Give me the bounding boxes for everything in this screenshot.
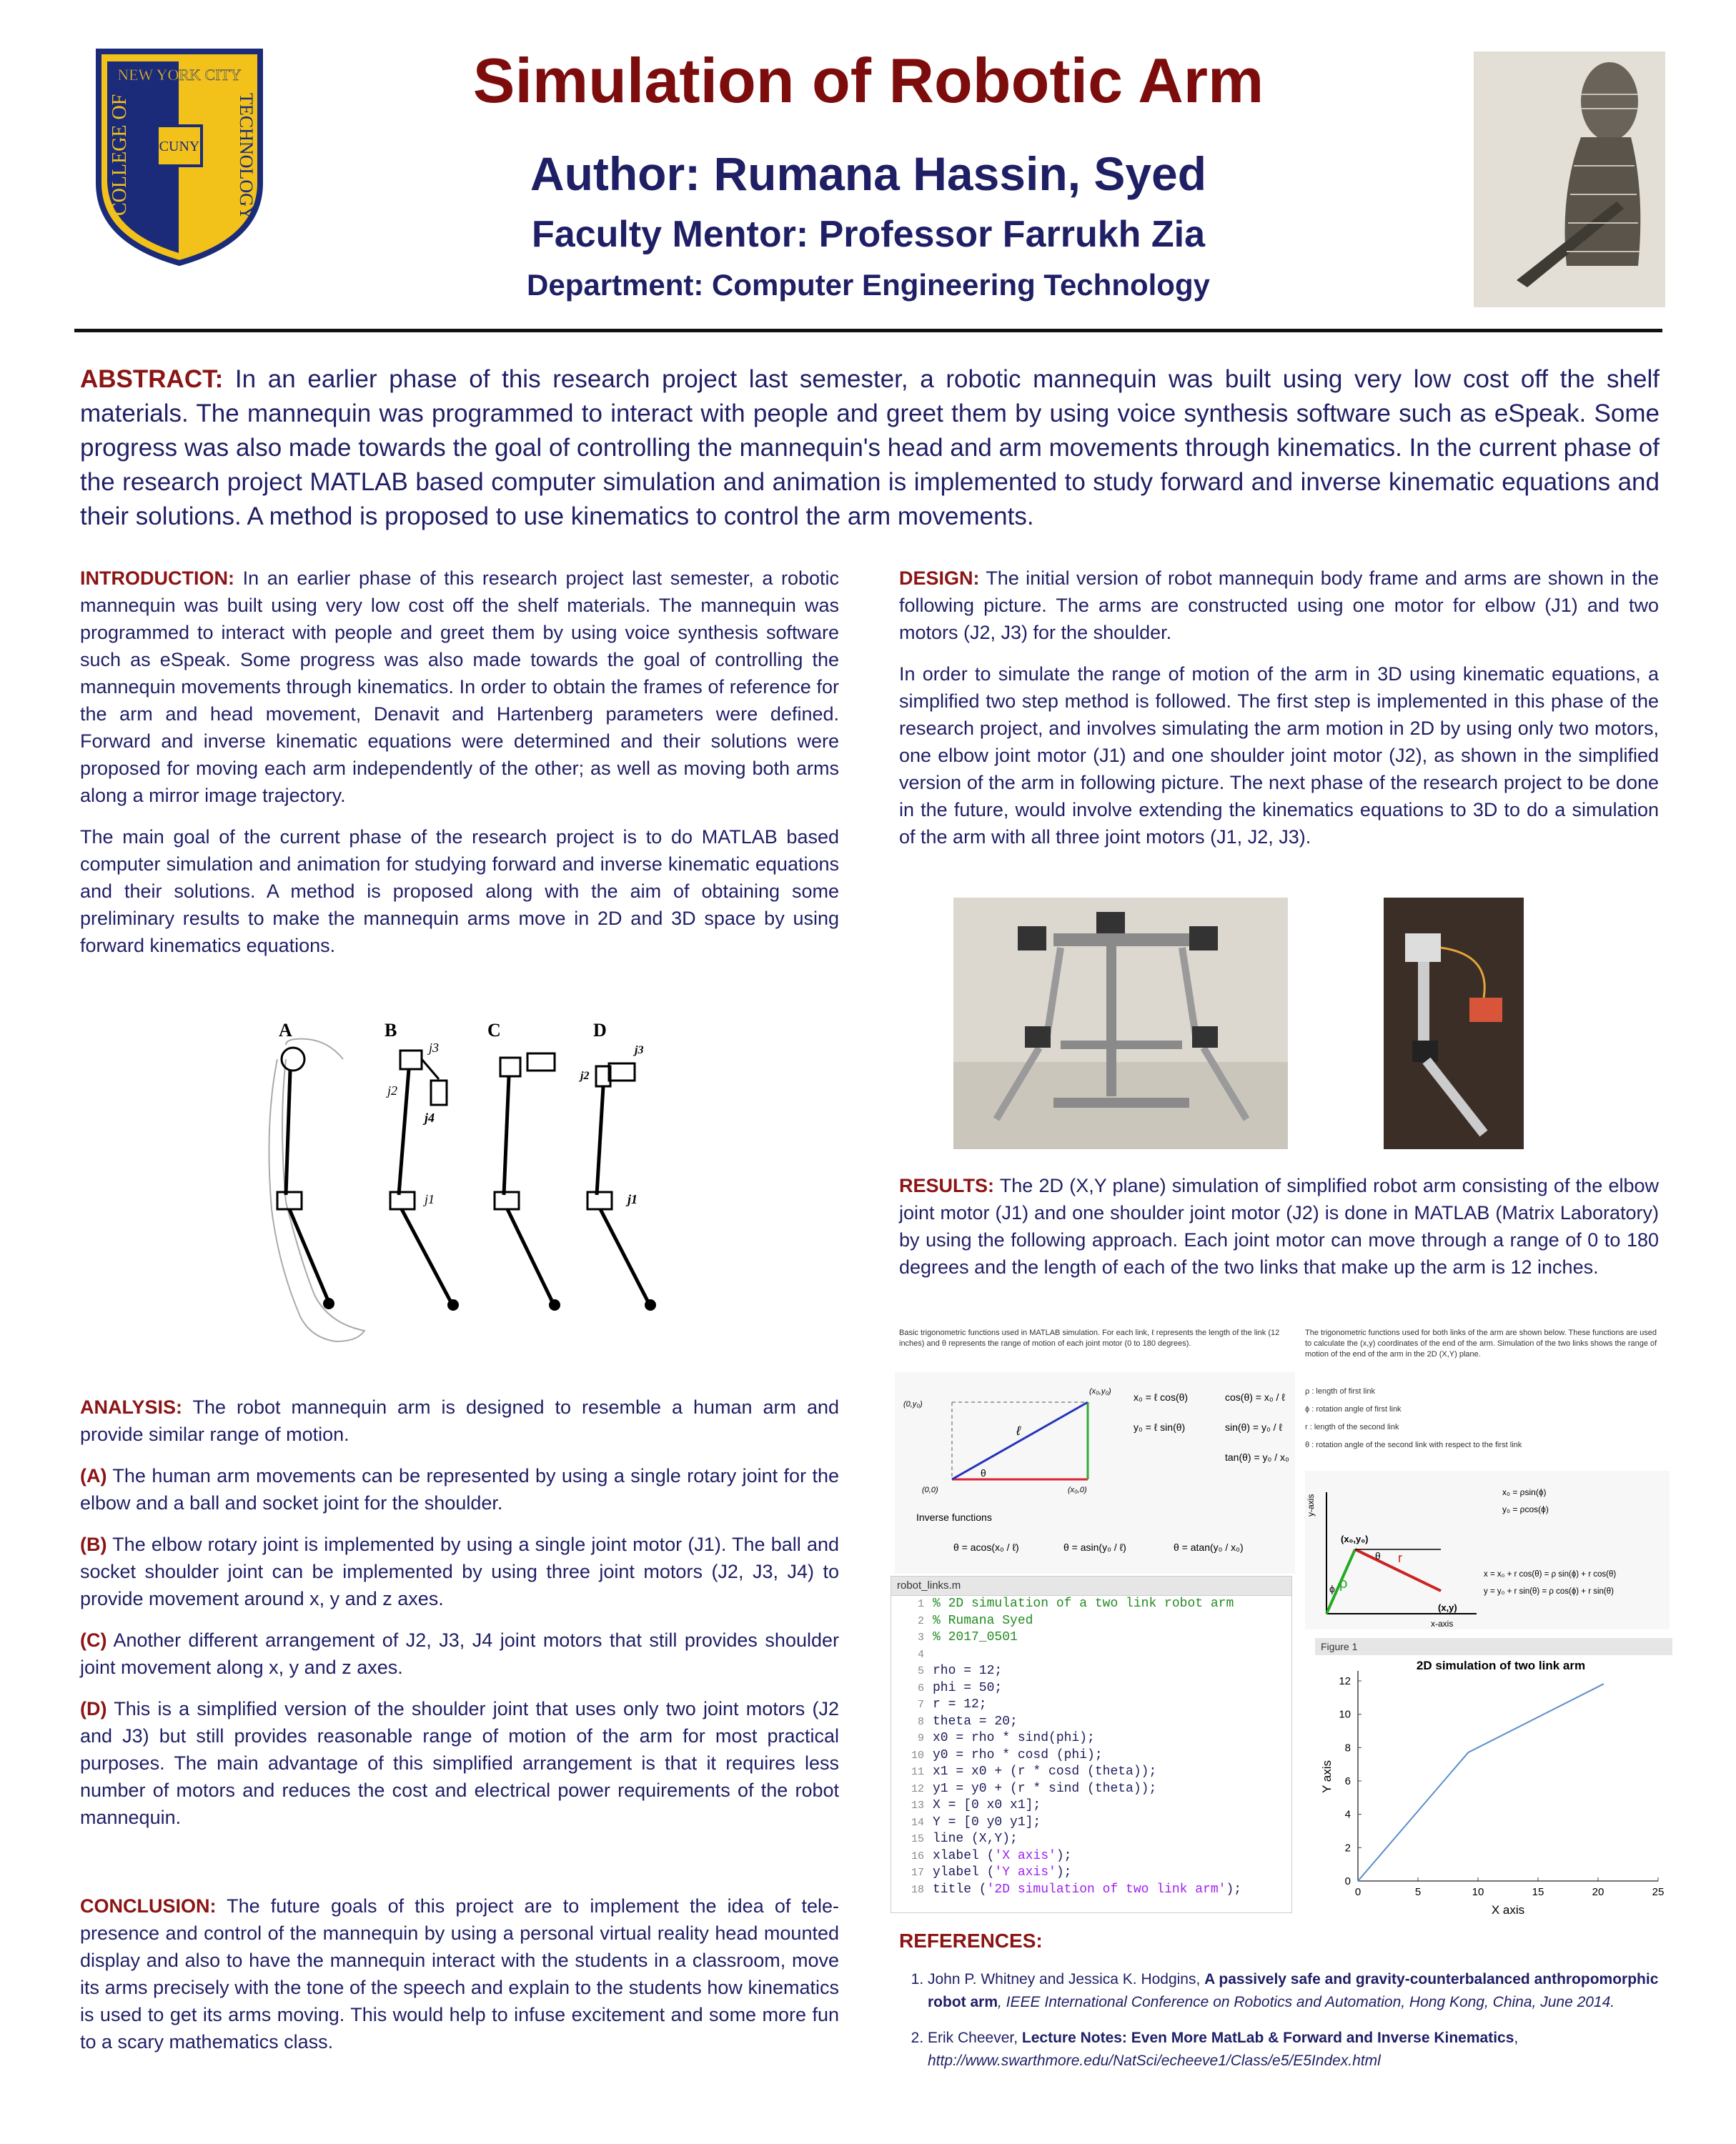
code-line-number: 15	[911, 1833, 924, 1845]
trig-origin: (0,0)	[922, 1486, 938, 1494]
diagram-label-c: C	[487, 1020, 501, 1041]
chart-y-tick-label: 0	[1344, 1875, 1351, 1887]
code-line-number: 13	[911, 1800, 924, 1812]
analysis-d-text: This is a simplified version of the shoulder joint that uses only two joint motors (J2 and J3) but still provides reasonable range of motion of the arm for most practical purposes. The main advantage of this simplified arrangement is that it requires less number of motors and reduces the cost and electrical power requirements of the robot mannequin.	[80, 1698, 839, 1828]
chart-x-tick-label: 15	[1532, 1886, 1544, 1898]
twolink-p1: (x,y)	[1438, 1602, 1457, 1613]
twolink-eq2: y₀ = ρcos(ϕ)	[1502, 1504, 1549, 1514]
svg-text:TECHNOLOGY: TECHNOLOGY	[236, 93, 257, 220]
code-line-text: x1 = x0 + (r * cosd (theta));	[933, 1765, 1157, 1779]
joint-label-b-j4: j4	[425, 1111, 435, 1125]
chart-y-tick-label: 4	[1344, 1808, 1351, 1821]
code-line-number: 16	[911, 1850, 924, 1862]
joint-label-b-j3: j3	[429, 1041, 440, 1055]
caption-left: Basic trigonometric functions used in MATLAB simulation. For each link, ℓ represents the length of the link (12 inches) and θ represents the range of motion of each joint motor (0 to 180 degrees).	[899, 1329, 1280, 1348]
code-line-number: 7	[917, 1699, 924, 1711]
code-line-text: xlabel ('X axis');	[933, 1848, 1072, 1863]
chart-x-tick-label: 0	[1354, 1886, 1361, 1898]
joint-label-d-j2: j2	[580, 1070, 590, 1082]
legend-r: r : length of the second link	[1305, 1423, 1399, 1431]
header-divider	[74, 329, 1662, 332]
chart-xlabel: X axis	[1491, 1903, 1525, 1917]
joint-label-b-j2: j2	[387, 1083, 398, 1098]
code-line	[891, 1714, 1291, 1731]
matlab-figure-window	[1315, 1638, 1672, 1917]
code-line-number: 17	[911, 1867, 924, 1879]
chart-y-tick-label: 6	[1344, 1775, 1351, 1787]
trig-asin: θ = asin(y₀ / ℓ)	[1063, 1542, 1126, 1553]
analysis-c-label: (C)	[80, 1629, 107, 1651]
results-label: RESULTS:	[899, 1175, 994, 1196]
trig-link-label: ℓ	[1016, 1424, 1021, 1438]
twolink-yaxis: y-axis	[1306, 1494, 1316, 1517]
code-line-text: Y = [0 y0 y1];	[933, 1815, 1041, 1830]
code-line	[891, 1764, 1291, 1781]
legend-rho: ρ : length of first link	[1305, 1387, 1375, 1396]
code-line-number: 6	[917, 1682, 924, 1694]
design-label: DESIGN:	[899, 567, 980, 589]
code-line-number: 9	[917, 1732, 924, 1745]
joint-label-b-j1: j1	[425, 1192, 435, 1206]
code-line	[891, 1629, 1291, 1647]
chart-x-tick-label: 20	[1592, 1886, 1604, 1898]
joint-label-d-j3: j3	[635, 1044, 644, 1056]
design-p1: The initial version of robot mannequin body frame and arms are shown in the following picture. The arms are constructed using one motor for elbow (J1) and two motors (J2, J3) for the shoulder.	[899, 567, 1659, 643]
trig-sin: sin(θ) = y₀ / ℓ	[1225, 1421, 1282, 1433]
code-line-text: % 2017_0501	[933, 1630, 1018, 1644]
ref1-authors: John P. Whitney and Jessica K. Hodgins,	[928, 1971, 1205, 1987]
trig-bottom-point: (x₀,0)	[1068, 1486, 1087, 1494]
figure-tab[interactable]: Figure 1	[1315, 1638, 1672, 1655]
twolink-theta: θ	[1375, 1550, 1381, 1562]
code-line-number: 2	[917, 1614, 924, 1627]
code-line-text: y1 = y0 + (r * sind (theta));	[933, 1781, 1157, 1796]
results-text: The 2D (X,Y plane) simulation of simplified robot arm consisting of the elbow joint motor (J1) and one shoulder joint motor (J2) is done in MATLAB (Matrix Laboratory) by using the following approach. Each joint motor can move through a range of 0 to 180 degrees and the length of each of the two links that make up the arm is 12 inches.	[899, 1175, 1659, 1278]
svg-text:NEW YORK CITY: NEW YORK CITY	[117, 66, 242, 84]
two-link-diagram	[1305, 1471, 1670, 1629]
chart-y-tick-label: 2	[1344, 1842, 1351, 1855]
code-line	[891, 1730, 1291, 1747]
poster-title: Simulation of Robotic Arm	[472, 45, 1264, 116]
twolink-p0: (x₀,y₀)	[1341, 1534, 1369, 1544]
code-line	[891, 1697, 1291, 1714]
mentor-line: Faculty Mentor: Professor Farrukh Zia	[532, 214, 1205, 255]
code-line-text: title ('2D simulation of two link arm');	[933, 1882, 1242, 1897]
analysis-a-label: (A)	[80, 1465, 107, 1487]
code-line	[891, 1747, 1291, 1765]
code-line	[891, 1882, 1291, 1899]
code-line-number: 3	[917, 1632, 924, 1644]
twolink-r: r	[1398, 1551, 1402, 1565]
twolink-rho: ρ	[1339, 1576, 1348, 1592]
code-line-number: 4	[917, 1648, 924, 1661]
chart-title: 2D simulation of two link arm	[1416, 1659, 1586, 1672]
diagram-label-b: B	[385, 1020, 397, 1041]
robot-frame-photo	[953, 898, 1288, 1149]
department-line: Department: Computer Engineering Technology	[527, 268, 1210, 302]
code-line-text: theta = 20;	[933, 1714, 1018, 1729]
results-section	[899, 1172, 1659, 1295]
design-p2: In order to simulate the range of motion of the arm in 3D using kinematic equations, a simplified two step method is followed. The first step is implemented in this phase of the research project, and involves simulating the arm motion in 2D by using only two motors, one elbow joint motor (J1) and one shoulder joint motor (J2), as shown in the simplified version of the arm in following picture. The next phase of the research project to be done in the future, would involve extending the kinematics equations to 3D to do a simulation of the arm with all three joint motors (J1, J2, J3).	[899, 663, 1659, 848]
chart-x-tick-label: 5	[1414, 1886, 1422, 1898]
reference-2: 2. Erik Cheever, Lecture Notes: Even More MatLab & Forward and Inverse Kinematics, http://www.swarthmore.edu/NatSci/echeeve1/Class/e5/E5Index.html	[928, 2027, 1659, 2073]
chart-ylabel: Y axis	[1320, 1760, 1334, 1793]
abstract-label: ABSTRACT:	[80, 365, 224, 393]
code-line-text: X = [0 x0 x1];	[933, 1798, 1041, 1812]
variable-legend	[1305, 1383, 1662, 1454]
trig-top-point: (x₀,y₀)	[1089, 1387, 1111, 1396]
analysis-section	[80, 1394, 839, 1845]
design-section	[899, 565, 1659, 865]
trig-atan: θ = atan(y₀ / x₀)	[1174, 1542, 1244, 1553]
code-line	[891, 1647, 1291, 1664]
code-line-number: 14	[911, 1816, 924, 1829]
author-line: Author: Rumana Hassin, Syed	[530, 147, 1207, 200]
legend-theta: θ : rotation angle of the second link with respect to the first link	[1305, 1441, 1522, 1449]
code-line	[891, 1865, 1291, 1882]
college-logo	[94, 47, 264, 267]
twolink-phi: ϕ	[1329, 1583, 1335, 1594]
code-line-text: r = 12;	[933, 1697, 987, 1712]
code-line	[891, 1613, 1291, 1630]
code-line	[891, 1831, 1291, 1848]
twolink-eq3: x = x₀ + r cos(θ) = ρ sin(ϕ) + r cos(θ)	[1484, 1570, 1617, 1579]
svg-text:COLLEGE OF: COLLEGE OF	[109, 94, 131, 216]
trig-theta-label: θ	[981, 1467, 986, 1479]
analysis-b-label: (B)	[80, 1534, 107, 1555]
code-line	[891, 1663, 1291, 1680]
code-line-number: 1	[917, 1598, 924, 1610]
trig-cos: cos(θ) = x₀ / ℓ	[1225, 1391, 1285, 1403]
trig-tan: tan(θ) = y₀ / x₀	[1225, 1451, 1289, 1463]
code-line	[891, 1781, 1291, 1798]
code-line-text: % 2D simulation of a two link robot arm	[933, 1597, 1234, 1611]
code-line	[891, 1797, 1291, 1815]
chart-x-tick-label: 25	[1652, 1886, 1665, 1898]
diagram-label-d: D	[593, 1020, 607, 1041]
references-section	[899, 1930, 1659, 2085]
conclusion-label: CONCLUSION:	[80, 1895, 217, 1917]
introduction-section	[80, 565, 839, 973]
conclusion-section	[80, 1892, 839, 2070]
chart-y-tick-label: 10	[1339, 1708, 1351, 1721]
analysis-c-text: Another different arrangement of J2, J3, J4 joint motors that still provides shoulder joint movement along x, y and z axes.	[80, 1629, 839, 1678]
code-line	[891, 1815, 1291, 1832]
code-line-text: % Rumana Syed	[933, 1613, 1033, 1628]
introduction-p1: In an earlier phase of this research project last semester, a robotic mannequin was built using very low cost off the shelf materials. The mannequin was programmed to interact with people and greet them by using voice synthesis software such as eSpeak. Some progress was also made towards the goal of controlling the mannequin movements through kinematics. In order to obtain the frames of reference for the arm and head movement, Denavit and Hartenberg parameters were defined. Forward and inverse kinematic equations were determined and their solutions were proposed for moving each arm independently of the other; as well as moving both arms along a mirror image trajectory.	[80, 567, 839, 806]
ref2-url[interactable]: http://www.swarthmore.edu/NatSci/echeeve1/Class/e5/E5Index.html	[928, 2053, 1381, 2069]
trig-left-point: (0,y₀)	[903, 1400, 923, 1409]
reference-1	[928, 1968, 1659, 2014]
trig-x0: x₀ = ℓ cos(θ)	[1134, 1391, 1189, 1403]
analysis-a-text: The human arm movements can be represented by using a single rotary joint for the elbow and a ball and socket joint for the shoulder.	[80, 1465, 839, 1514]
twolink-eq1: x₀ = ρsin(ϕ)	[1502, 1487, 1547, 1497]
chart-x-tick-label: 10	[1472, 1886, 1484, 1898]
trig-functions-diagram	[895, 1372, 1295, 1574]
code-line-text: line (X,Y);	[933, 1832, 1018, 1846]
svg-text:CUNY: CUNY	[159, 139, 200, 154]
code-line-text: ylabel ('Y axis');	[933, 1865, 1072, 1880]
ref1-title: A passively safe and gravity-counterbalanced anthropomorphic robot arm	[928, 1971, 1659, 2010]
introduction-p2: The main goal of the current phase of the research project is to do MATLAB based computer simulation and animation for studying forward and inverse kinematic equations and their solutions. A method is proposed along with the aim of obtaining some preliminary results to make the mannequin arms move in 2D and 3D space by using forward kinematics equations.	[80, 826, 839, 956]
twolink-eq4: y = y₀ + r sin(θ) = ρ cos(ϕ) + r sin(θ)	[1484, 1587, 1614, 1596]
abstract-text: In an earlier phase of this research project last semester, a robotic mannequin was built using very low cost off the shelf materials. The mannequin was programmed to interact with people and greet them by using voice synthesis software such as eSpeak. Some progress was also made towards the goal of controlling the mannequin's head and arm movements through kinematics. In the current phase of the research project MATLAB based computer simulation and animation is implemented to study forward and inverse kinematic equations and their solutions. A method is proposed to use kinematics to control the arm movements.	[80, 365, 1660, 530]
code-editor-tab[interactable]: robot_links.m	[891, 1577, 1291, 1596]
conclusion-text: The future goals of this project are to implement the idea of tele-presence and control of the mannequin by using a personal virtual reality head mounted display and also to have the mannequin interact with the students in a classroom, move its arms precisely with the tone of the speech and explain to the students how kinematics is used to get its arms moving. This would help to infuse excitement and some more fun to a scary mathematics class.	[80, 1895, 839, 2053]
code-line-number: 11	[911, 1766, 924, 1778]
references-label: REFERENCES:	[899, 1930, 1043, 1952]
ref2-title: Lecture Notes: Even More MatLab & Forward and Inverse Kinematics	[1021, 2030, 1514, 2046]
abstract-section	[80, 362, 1660, 534]
chart-y-tick-label: 12	[1339, 1675, 1351, 1687]
code-line	[891, 1680, 1291, 1697]
trig-acos: θ = acos(x₀ / ℓ)	[953, 1542, 1019, 1553]
code-line-number: 10	[911, 1749, 924, 1762]
code-line-text: rho = 12;	[933, 1664, 1003, 1678]
mannequin-sculpture-photo	[1474, 51, 1665, 307]
ref1-venue: , IEEE International Conference on Robotics and Automation, Hong Kong, China, June 2014.	[998, 1994, 1615, 2010]
code-line	[891, 1596, 1291, 1613]
chart-y-tick-label: 8	[1344, 1742, 1351, 1755]
caption-right: The trigonometric functions used for both links of the arm are shown below. These functions are used to calculate the (x,y) coordinates of the end of the arm. Simulation of the two links shows the range of motion of the end of the arm in the 2D (X,Y) plane.	[1305, 1329, 1657, 1359]
analysis-b-text: The elbow rotary joint is implemented by using a single joint motor (J1). The ball and socket shoulder joint can be implemented by using three joint motors (J2, J3, J4) to provide movement around x, y and z axes.	[80, 1534, 839, 1609]
code-line-number: 8	[917, 1715, 924, 1728]
introduction-label: INTRODUCTION:	[80, 567, 234, 589]
matlab-code-editor	[891, 1576, 1292, 1913]
trig-y0: y₀ = ℓ sin(θ)	[1134, 1421, 1186, 1433]
code-line-number: 5	[917, 1665, 924, 1677]
simulation-line-chart	[1315, 1655, 1672, 1917]
code-line-text: y0 = rho * cosd (phi);	[933, 1747, 1103, 1762]
code-line-number: 12	[911, 1782, 924, 1795]
analysis-intro: The robot mannequin arm is designed to resemble a human arm and provide similar range of motion.	[80, 1396, 839, 1445]
analysis-label: ANALYSIS:	[80, 1396, 183, 1418]
code-line	[891, 1848, 1291, 1865]
twolink-xaxis: x-axis	[1431, 1619, 1454, 1629]
diagram-label-a: A	[279, 1020, 292, 1041]
analysis-d-label: (D)	[80, 1698, 107, 1719]
simplified-arm-photo	[1384, 898, 1524, 1149]
code-lines	[891, 1596, 1291, 1898]
legend-phi: ϕ : rotation angle of first link	[1305, 1405, 1402, 1414]
code-line-text: x0 = rho * sind(phi);	[933, 1731, 1095, 1745]
trig-inverse-label: Inverse functions	[916, 1512, 992, 1523]
arm-configurations-diagram	[257, 1016, 700, 1359]
joint-label-d-j1: j1	[628, 1192, 638, 1206]
ref2-authors: Erik Cheever,	[928, 2030, 1022, 2046]
code-line-text: phi = 50;	[933, 1680, 1003, 1695]
code-line-number: 18	[911, 1883, 924, 1896]
